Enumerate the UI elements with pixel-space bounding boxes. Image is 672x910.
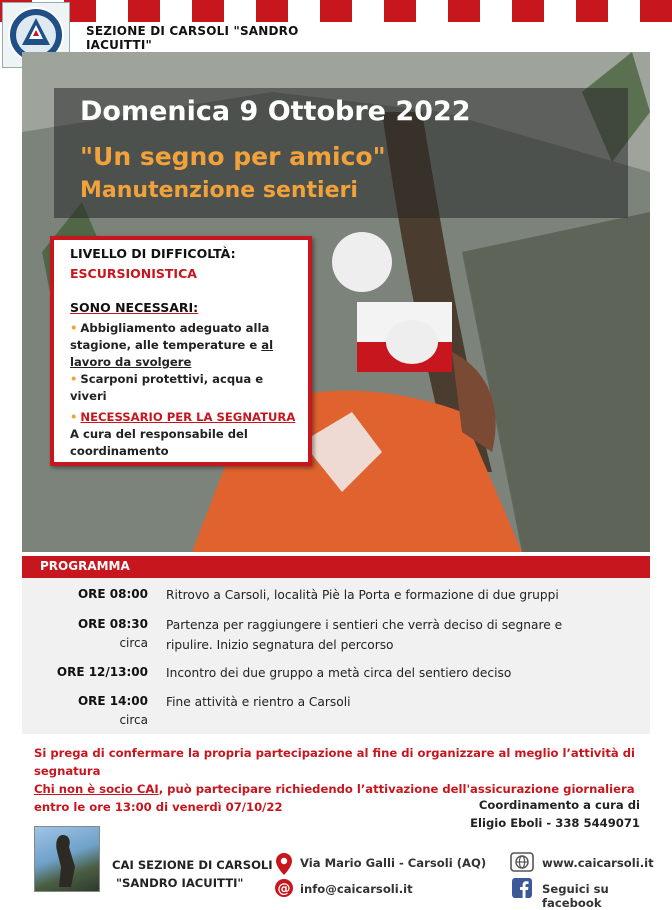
difficulty-label: LIVELLO DI DIFFICOLTÀ: (70, 246, 236, 261)
statue-photo (34, 826, 100, 892)
signature-text: A cura del responsabile del coordinamento (70, 427, 248, 458)
facebook-icon[interactable] (512, 878, 532, 902)
website-link[interactable]: www.caicarsoli.it (542, 856, 654, 870)
necessary-title: SONO NECESSARI: (70, 300, 199, 315)
notice-text: Si prega di confermare la propria partecipazione al fine di organizzare al meglio l’attività di segnatura Chi non è socio CAI, può partecipare richiedendo l’attivazione dell'assicurazione giornaliera entro le ore 13:00 di venerdì 07/10/22 (34, 746, 636, 814)
list-item: • NECESSARIO PER LA SEGNATURA (70, 410, 296, 424)
difficulty-level: ESCURSIONISTICA (70, 266, 197, 281)
section-name: SEZIONE DI CARSOLI "SANDRO IACUITTI" (86, 26, 358, 50)
event-title: "Un segno per amico" (80, 142, 386, 171)
email-link[interactable]: info@caicarsoli.it (300, 882, 413, 896)
list-item: • Abbigliamento adeguato alla stagione, alle temperature e al lavoro da svolgere (70, 321, 274, 369)
coordination-contact: Eligio Eboli - 338 5449071 (470, 816, 640, 830)
globe-web-icon (510, 850, 534, 878)
top-stripe (0, 0, 672, 22)
programma-table: ORE 08:00 Ritrovo a Carsoli, località Piè la Porta e formazione di due gruppi ORE 08:30 circa Partenza per raggiungere i sentieri che verrà deciso di segnare e ripulire. Inizio segnatura del percorso ORE 12/13:00 Incontro dei due gruppo a metà circa del sentiero deciso ORE 14:00 circa Fine attività e rientro a Carsoli (22, 578, 650, 734)
difficulty-box (50, 236, 312, 466)
programma-title: PROGRAMMA (40, 559, 130, 573)
event-date: Domenica 9 Ottobre 2022 (80, 96, 471, 127)
necessary-list (70, 320, 300, 460)
location-pin-icon (274, 852, 294, 880)
event-subtitle: Manutenzione sentieri (80, 178, 358, 203)
coordination-label: Coordinamento a cura di (478, 798, 640, 812)
svg-text:@: @ (277, 881, 291, 897)
address: Via Mario Galli - Carsoli (AQ) (300, 856, 487, 870)
list-item: • Scarponi protettivi, acqua e viveri (70, 372, 264, 403)
at-email-icon (274, 878, 294, 902)
facebook-link[interactable]: Seguici su facebook (542, 882, 609, 910)
footer-section-name: CAI SEZIONE DI CARSOLI (112, 858, 273, 872)
footer-section-subname: "SANDRO IACUITTI" (116, 876, 244, 890)
